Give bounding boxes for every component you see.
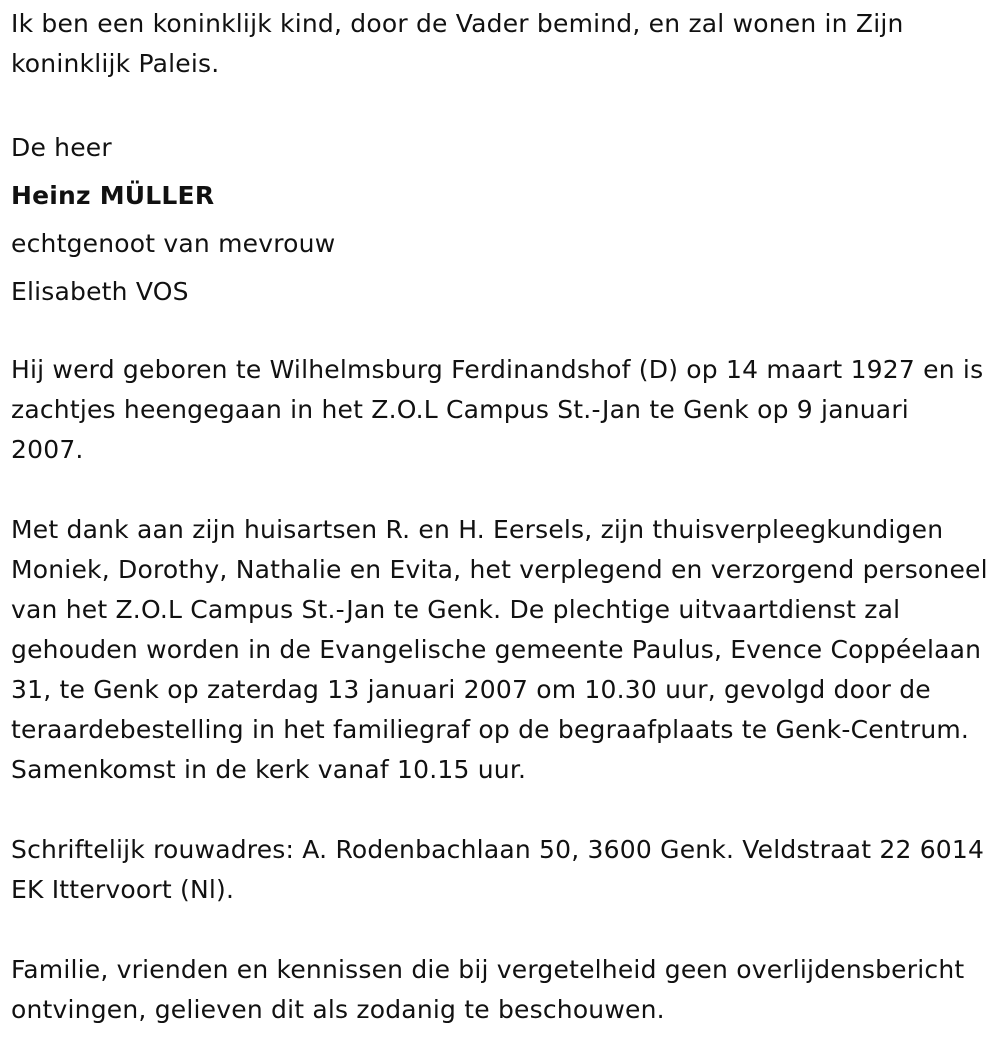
birth-paragraph: Hij werd geboren te Wilhelmsburg Ferdinandshof (D) op 14 maart 1927 en is zachtjes heengegaan in het Z.O.L Campus St.-Jan te Genk op 9 januari 2007. <box>11 355 984 464</box>
closing-paragraph: Familie, vrienden en kennissen die bij vergetelheid geen overlijdensbericht ontvingen, gelieven dit als zodanig te beschouwen. <box>11 955 965 1024</box>
intro-verse: Ik ben een koninklijk kind, door de Vader bemind, en zal wonen in Zijn koninklijk Paleis. <box>11 9 904 78</box>
deceased-name: Heinz MÜLLER <box>11 181 215 210</box>
thanks-paragraph: Met dank aan zijn huisartsen R. en H. Eersels, zijn thuisverpleegkundigen Moniek, Dorothy, Nathalie en Evita, het verplegend en verzorgend personeel van het Z.O.L Campus St.-Jan te Genk. De plechtige uitvaartdienst zal gehouden worden in de Evangelische gemeente Paulus, Evence Coppéelaan 31, te Genk op zaterdag 13 januari 2007 om 10.30 uur, gevolgd door de teraardebestelling in het familiegraf op de begraafplaats te Genk-Centrum. Samenkomst in de kerk vanaf 10.15 uur. <box>11 515 988 784</box>
obituary-document <box>11 4 989 1030</box>
spacer <box>11 910 989 950</box>
relation-text: echtgenoot van mevrouw <box>11 229 336 258</box>
address-paragraph: Schriftelijk rouwadres: A. Rodenbachlaan 50, 3600 Genk. Veldstraat 22 6014 EK Ittervoort (Nl). <box>11 835 985 904</box>
spacer <box>11 790 989 830</box>
spacer <box>11 470 989 510</box>
spouse-name: Elisabeth VOS <box>11 277 189 306</box>
spacer <box>11 316 989 350</box>
spacer <box>11 84 989 124</box>
salutation: De heer <box>11 133 112 162</box>
